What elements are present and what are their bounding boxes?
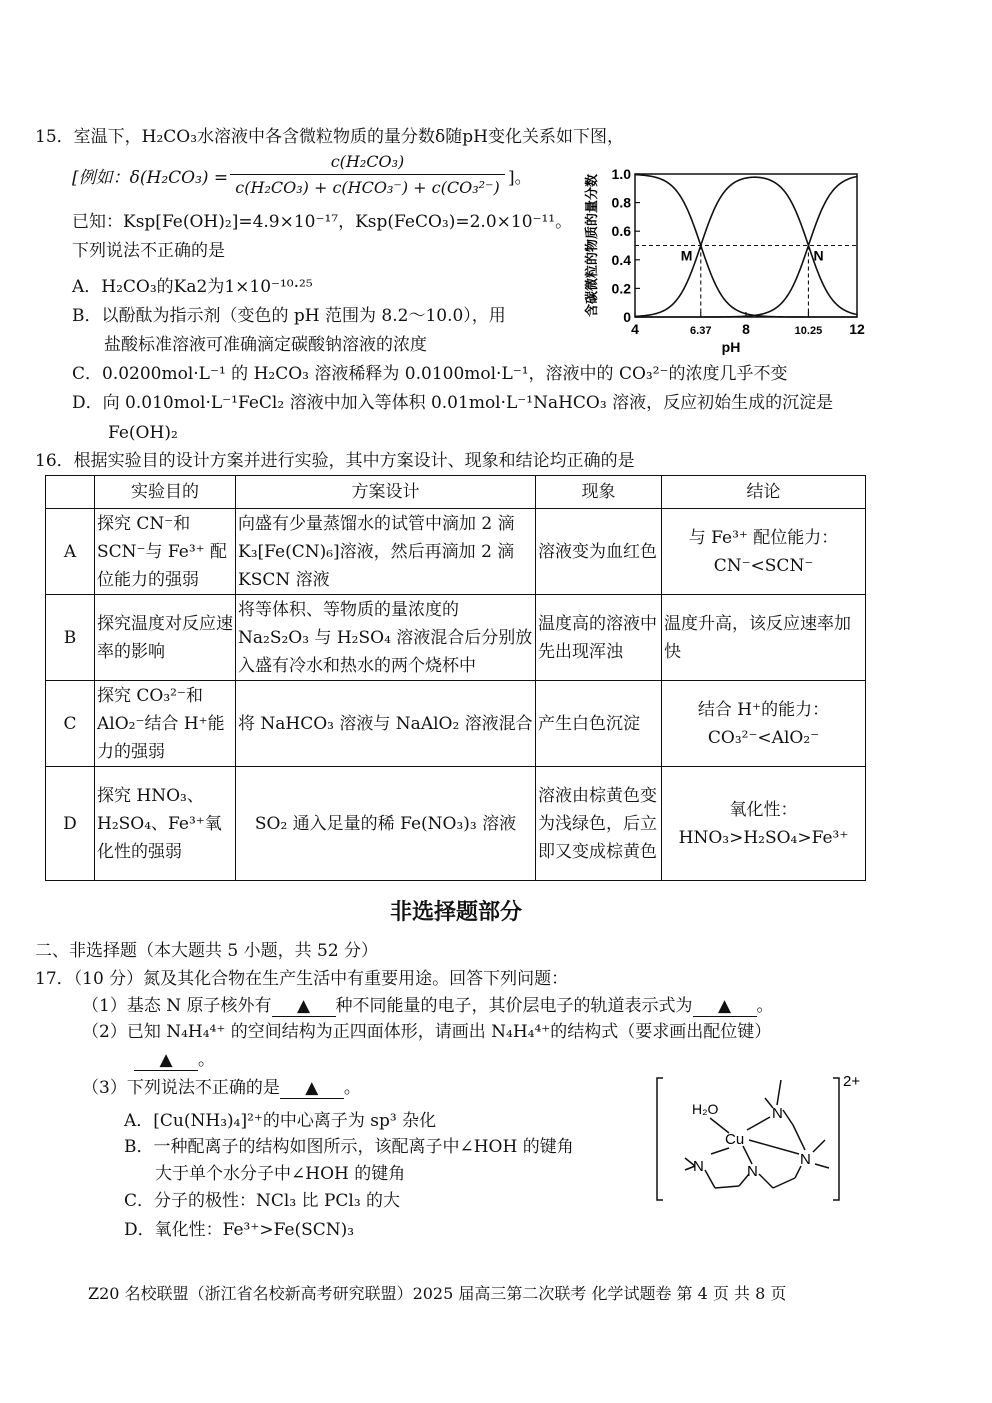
q17-part1 xyxy=(82,996,774,1017)
q17-part1-text-b: 种不同能量的电子，其价层电子的轨道表示式为 xyxy=(335,996,693,1016)
q17-part3-text: （3）下列说法不正确的是 xyxy=(82,1078,280,1098)
cell-purpose: 探究 CO₃²⁻和 AlO₂⁻结合 H⁺能力的强弱 xyxy=(95,681,236,767)
q17-part2-answer xyxy=(134,1050,215,1071)
x-tick-label: 12 xyxy=(849,321,865,337)
y-axis-label: 含碳微粒的物质的量分数 xyxy=(584,173,599,318)
h2co3-curve xyxy=(635,175,857,317)
y-tick-label: 0.8 xyxy=(611,194,631,211)
table-header: 方案设计 xyxy=(236,476,536,509)
cell-phenomenon: 产生白色沉淀 xyxy=(536,681,662,767)
table-row xyxy=(46,767,866,881)
x-axis-label: pH xyxy=(721,339,741,355)
cell-purpose: 探究温度对反应速率的影响 xyxy=(95,595,236,681)
cell-phenomenon: 溶液变为血红色 xyxy=(536,509,662,595)
cell-purpose: 探究 CN⁻和 SCN⁻与 Fe³⁺ 配位能力的强弱 xyxy=(95,509,236,595)
nitrogen-middle: N xyxy=(747,1163,758,1180)
page-footer: Z20 名校联盟（浙江省名校新高考研究联盟）2025 届高三第二次联考 化学试题卷 第 4 页 共 8 页 xyxy=(88,1284,787,1303)
table-header-row xyxy=(46,476,866,509)
nitrogen-right: N xyxy=(800,1151,811,1168)
table-row xyxy=(46,595,866,681)
y-tick-label: 0.4 xyxy=(611,251,631,268)
cell-conclusion: 与 Fe³⁺ 配位能力：CN⁻<SCN⁻ xyxy=(662,509,866,595)
answer-blank: ▲ xyxy=(693,996,757,1017)
cell-design: 将等体积、等物质的量浓度的 Na₂S₂O₃ 与 H₂SO₄ 溶液混合后分别放入盛有冷水和热水的两个烧杯中 xyxy=(236,595,536,681)
end-mark: 。 xyxy=(343,1078,361,1098)
answer-blank: ▲ xyxy=(280,1078,344,1099)
y-tick-label: 0.6 xyxy=(611,223,631,240)
cell-design: 向盛有少量蒸馏水的试管中滴加 2 滴 K₃[Fe(CN)₆]溶液，然后再滴加 2 滴 KSCN 溶液 xyxy=(236,509,536,595)
end-mark: 。 xyxy=(198,1050,215,1070)
copper-center: Cu xyxy=(725,1131,745,1148)
nitrogen-top: N xyxy=(772,1105,783,1122)
cell-purpose: 探究 HNO₃、H₂SO₄、Fe³⁺氧化性的强弱 xyxy=(95,767,236,881)
answer-blank: ▲ xyxy=(134,1050,198,1071)
q15-option-d-line2: Fe(OH)₂ xyxy=(108,423,178,443)
fraction-ph-chart xyxy=(580,152,870,357)
y-tick-label: 1.0 xyxy=(611,166,631,182)
cell-phenomenon: 温度高的溶液中先出现浑浊 xyxy=(536,595,662,681)
q17-option-b-line2: 大于单个水分子中∠HOH 的键角 xyxy=(155,1164,406,1184)
copper-complex-structure xyxy=(655,1070,870,1205)
q15-option-a: A．H₂CO₃的Ka2为1×10⁻¹⁰·²⁵ xyxy=(72,277,313,297)
row-label: A xyxy=(46,509,95,595)
q15-option-c: C．0.0200mol·L⁻¹ 的 H₂CO₃ 溶液稀释为 0.0100mol·L⁻¹，溶液中的 CO₃²⁻的浓度几乎不变 xyxy=(72,364,788,384)
q15-example-suffix: ]。 xyxy=(508,168,532,188)
q17-part2: （2）已知 N₄H₄⁴⁺ 的空间结构为正四面体形，请画出 N₄H₄⁴⁺的结构式（要求画出配位键） xyxy=(82,1022,772,1042)
left-bracket xyxy=(657,1078,663,1200)
cell-conclusion: 氧化性：HNO₃>H₂SO₄>Fe³⁺ xyxy=(662,767,866,881)
nitrogen-left: N xyxy=(693,1158,704,1175)
x-tick-label: 8 xyxy=(742,321,750,337)
q17-option-d: D．氧化性：Fe³⁺>Fe(SCN)₃ xyxy=(124,1220,355,1240)
table-header: 结论 xyxy=(662,476,866,509)
table-row xyxy=(46,681,866,767)
table-header: 现象 xyxy=(536,476,662,509)
answer-blank: ▲ xyxy=(272,996,336,1017)
y-tick-label: 0 xyxy=(623,309,631,325)
plot-frame xyxy=(635,174,857,317)
point-label: M xyxy=(680,247,693,264)
hco3-curve xyxy=(635,177,857,316)
cell-conclusion: 结合 H⁺的能力：CO₃²⁻<AlO₂⁻ xyxy=(662,681,866,767)
cell-conclusion: 温度升高，该反应速率加快 xyxy=(662,595,866,681)
row-label: D xyxy=(46,767,95,881)
table-header xyxy=(46,476,95,509)
q17-option-c: C．分子的极性：NCl₃ 比 PCl₃ 的大 xyxy=(124,1191,401,1211)
table-row xyxy=(46,509,866,595)
q17-option-b-line1: B．一种配离子的结构如图所示，该配离子中∠HOH 的键角 xyxy=(124,1137,574,1157)
complex-charge: 2+ xyxy=(843,1073,861,1090)
fraction-numerator: c(H₂CO₃) xyxy=(330,152,405,171)
x-tick-label: 10.25 xyxy=(794,325,823,337)
q17-part1-text-a: （1）基态 N 原子核外有 xyxy=(82,996,272,1016)
point-label: N xyxy=(813,247,824,264)
end-mark: 。 xyxy=(756,996,774,1016)
cell-design: SO₂ 通入足量的稀 Fe(NO₃)₃ 溶液 xyxy=(236,767,536,881)
water-ligand: H₂O xyxy=(692,1101,719,1117)
x-tick-label: 4 xyxy=(631,321,639,337)
section-subtitle: 二、非选择题（本大题共 5 小题，共 52 分） xyxy=(35,941,379,961)
y-tick-label: 0.2 xyxy=(611,280,631,297)
q15-example-prefix: [例如：δ(H₂CO₃) = xyxy=(72,168,229,188)
q17-option-a: A．[Cu(NH₃)₄]²⁺的中心离子为 sp³ 杂化 xyxy=(124,1111,437,1131)
section-title: 非选择题部分 xyxy=(389,900,522,925)
co3-curve xyxy=(635,177,857,318)
row-label: C xyxy=(46,681,95,767)
cell-phenomenon: 溶液由棕黄色变为浅绿色，后立即又变成棕黄色 xyxy=(536,767,662,881)
q15-option-b-line1: B．以酚酞为指示剂（变色的 pH 范围为 8.2～10.0），用 xyxy=(72,306,506,326)
table-header: 实验目的 xyxy=(95,476,236,509)
q15-stem: 15．室温下，H₂CO₃水溶液中各含微粒物质的量分数δ随pH变化关系如下图， xyxy=(35,127,624,147)
q17-part3 xyxy=(82,1078,361,1099)
q15-example-fraction xyxy=(230,152,505,197)
experiment-table xyxy=(45,475,866,881)
q15-option-d-line1: D．向 0.010mol·L⁻¹FeCl₂ 溶液中加入等体积 0.01mol·L⁻¹NaHCO₃ 溶液，反应初始生成的沉淀是 xyxy=(72,393,834,413)
row-label: B xyxy=(46,595,95,681)
right-bracket xyxy=(833,1078,839,1200)
cell-design: 将 NaHCO₃ 溶液与 NaAlO₂ 溶液混合 xyxy=(236,681,536,767)
q15-known: 已知：Ksp[Fe(OH)₂]=4.9×10⁻¹⁷，Ksp(FeCO₃)=2.0×10⁻¹¹。 xyxy=(72,212,573,232)
q15-question: 下列说法不正确的是 xyxy=(72,241,225,261)
x-tick-label: 6.37 xyxy=(690,325,712,337)
q15-option-b-line2: 盐酸标准溶液可准确滴定碳酸钠溶液的浓度 xyxy=(104,335,427,355)
fraction-denominator: c(H₂CO₃) + c(HCO₃⁻) + c(CO₃²⁻) xyxy=(235,178,500,197)
q17-stem: 17．（10 分）氮及其化合物在生产生活中有重要用途。回答下列问题： xyxy=(35,969,569,989)
q16-stem: 16．根据实验目的设计方案并进行实验，其中方案设计、现象和结论均正确的是 xyxy=(35,451,635,471)
